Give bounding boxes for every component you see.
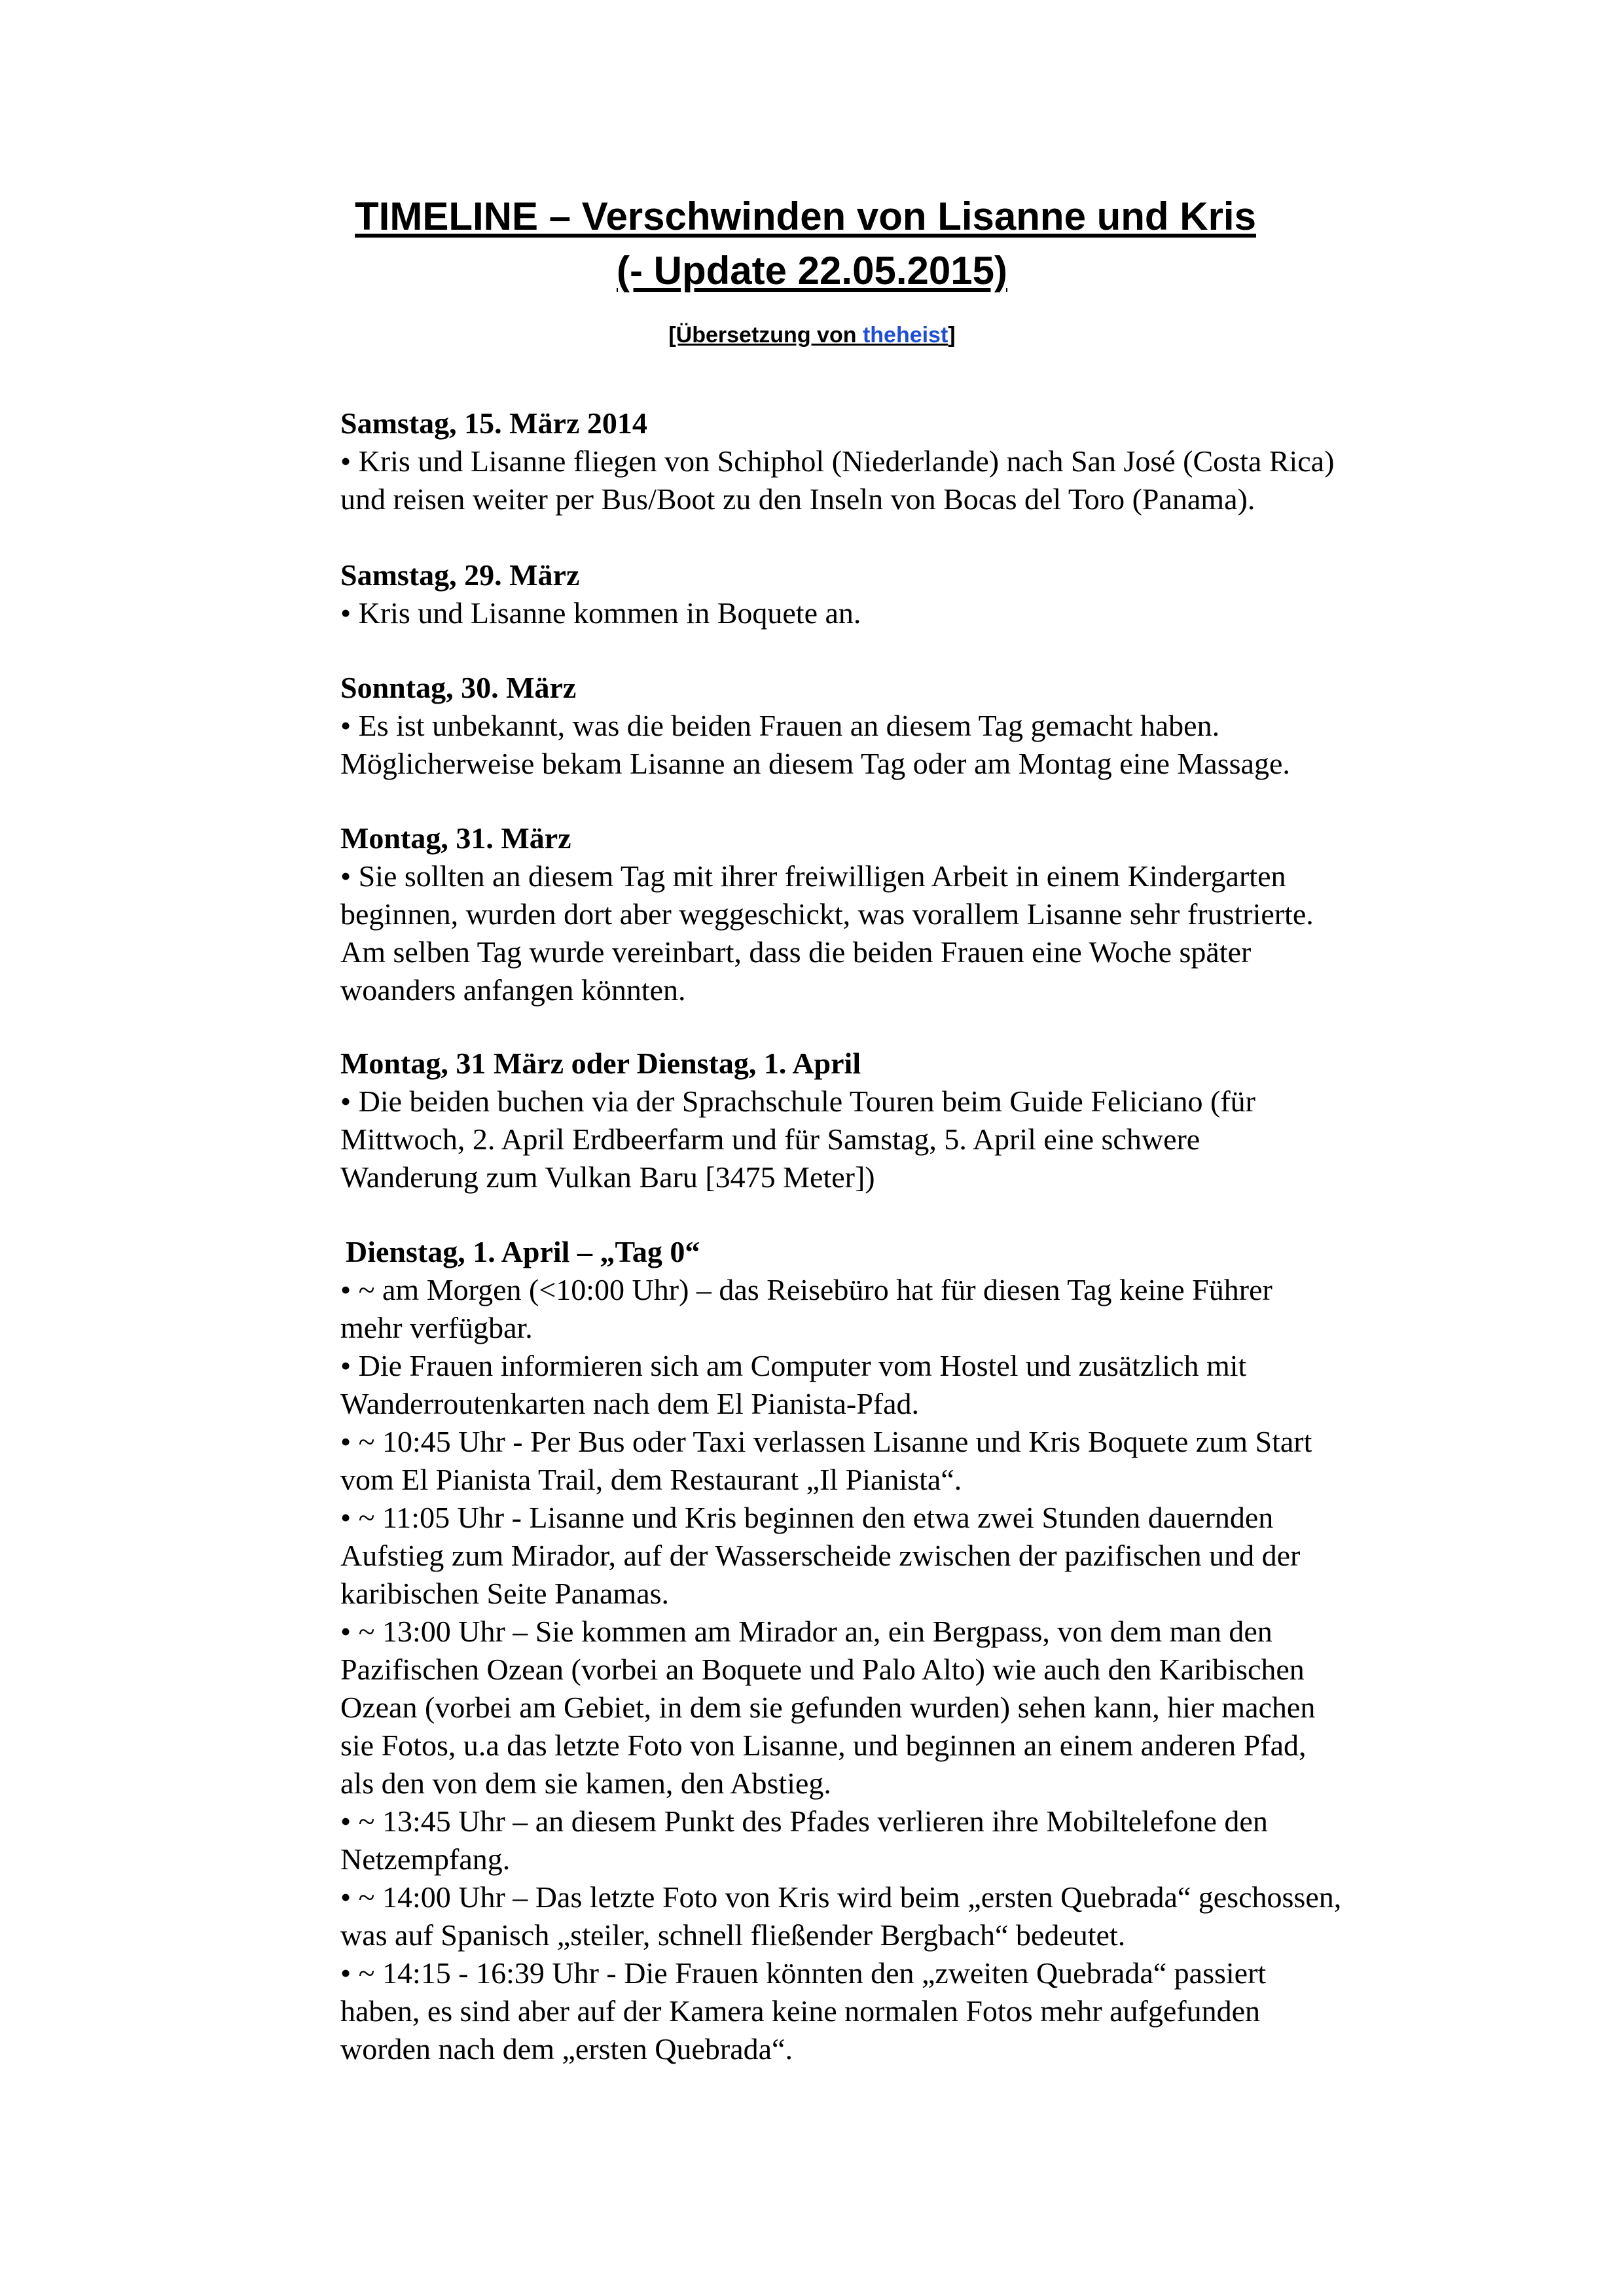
- section-line: haben, es sind aber auf der Kamera keine normalen Fotos mehr aufgefunden: [340, 1994, 1261, 2028]
- section-line: • ~ 10:45 Uhr - Per Bus oder Taxi verlassen Lisanne und Kris Boquete zum Start: [340, 1425, 1312, 1458]
- credit-prefix: [Übersetzung von: [668, 323, 863, 348]
- section-line: worden nach dem „ersten Quebrada“.: [340, 2032, 793, 2066]
- section-line: woanders anfangen könnten.: [340, 973, 686, 1007]
- translation-credit: [0, 321, 1624, 350]
- section-line: Am selben Tag wurde vereinbart, dass die beiden Frauen eine Woche später: [340, 935, 1252, 969]
- document-subtitle: (- Update 22.05.2015): [617, 249, 1007, 293]
- section-line: was auf Spanisch „steiler, schnell fließender Bergbach“ bedeutet.: [340, 1918, 1126, 1952]
- section-heading: Sonntag, 30. März: [340, 671, 577, 704]
- section-line: Wanderung zum Vulkan Baru [3475 Meter]): [340, 1160, 875, 1194]
- section-line: • Es ist unbekannt, was die beiden Frauen an diesem Tag gemacht haben.: [340, 709, 1220, 742]
- section-line: sie Fotos, u.a das letzte Foto von Lisanne, und beginnen an einem anderen Pfad,: [340, 1729, 1307, 1762]
- section-line: • ~ 13:45 Uhr – an diesem Punkt des Pfades verlieren ihre Mobiltelefone den: [340, 1804, 1268, 1838]
- section-line: mehr verfügbar.: [340, 1311, 533, 1344]
- section-line: Netzempfang.: [340, 1842, 511, 1876]
- section-line: • Sie sollten an diesem Tag mit ihrer freiwilligen Arbeit in einem Kindergarten: [340, 859, 1286, 893]
- section-line: • ~ am Morgen (<10:00 Uhr) – das Reisebüro hat für diesen Tag keine Führer: [340, 1273, 1272, 1306]
- section-line: Möglicherweise bekam Lisanne an diesem Tag oder am Montag eine Massage.: [340, 747, 1290, 780]
- section-line: • Die Frauen informieren sich am Computer vom Hostel und zusätzlich mit: [340, 1349, 1247, 1382]
- section-heading: Montag, 31. März: [340, 821, 571, 855]
- section-line: • ~ 11:05 Uhr - Lisanne und Kris beginnen den etwa zwei Stunden dauernden: [340, 1501, 1274, 1534]
- section-line: und reisen weiter per Bus/Boot zu den Inseln von Bocas del Toro (Panama).: [340, 482, 1255, 516]
- section-line: als den von dem sie kamen, den Abstieg.: [340, 1767, 831, 1800]
- section-line: • Kris und Lisanne fliegen von Schiphol (Niederlande) nach San José (Costa Rica): [340, 444, 1335, 478]
- section-line: Aufstieg zum Mirador, auf der Wasserscheide zwischen der pazifischen und der: [340, 1539, 1301, 1572]
- section-line: beginnen, wurden dort aber weggeschickt, was vorallem Lisanne sehr frustrierte.: [340, 897, 1314, 931]
- section-line: vom El Pianista Trail, dem Restaurant „Il Pianista“.: [340, 1463, 962, 1496]
- section-line: • ~ 13:00 Uhr – Sie kommen am Mirador an, ein Bergpass, von dem man den: [340, 1615, 1272, 1648]
- credit-suffix: ]: [948, 323, 956, 348]
- section-heading: Samstag, 29. März: [340, 558, 580, 592]
- section-line: Mittwoch, 2. April Erdbeerfarm und für Samstag, 5. April eine schwere: [340, 1122, 1200, 1156]
- section-heading: Samstag, 15. März 2014: [340, 406, 647, 440]
- section-line: Ozean (vorbei am Gebiet, in dem sie gefunden wurden) sehen kann, hier machen: [340, 1691, 1316, 1724]
- section-line: • ~ 14:00 Uhr – Das letzte Foto von Kris wird beim „ersten Quebrada“ geschossen,: [340, 1880, 1342, 1914]
- section-line: karibischen Seite Panamas.: [340, 1577, 670, 1610]
- section-line: • Kris und Lisanne kommen in Boquete an.: [340, 596, 861, 630]
- section-line: • ~ 14:15 - 16:39 Uhr - Die Frauen könnten den „zweiten Quebrada“ passiert: [340, 1956, 1267, 1990]
- section-line: Pazifischen Ozean (vorbei an Boquete und Palo Alto) wie auch den Karibischen: [340, 1653, 1305, 1686]
- document-title: TIMELINE – Verschwinden von Lisanne und Kris: [355, 194, 1256, 238]
- credit-link[interactable]: theheist: [862, 323, 948, 348]
- section-line: Wanderroutenkarten nach dem El Pianista-Pfad.: [340, 1387, 920, 1420]
- section-heading: Montag, 31 März oder Dienstag, 1. April: [340, 1047, 861, 1080]
- section-line: • Die beiden buchen via der Sprachschule Touren beim Guide Feliciano (für: [340, 1085, 1255, 1118]
- section-heading: Dienstag, 1. April – „Tag 0“: [346, 1235, 700, 1268]
